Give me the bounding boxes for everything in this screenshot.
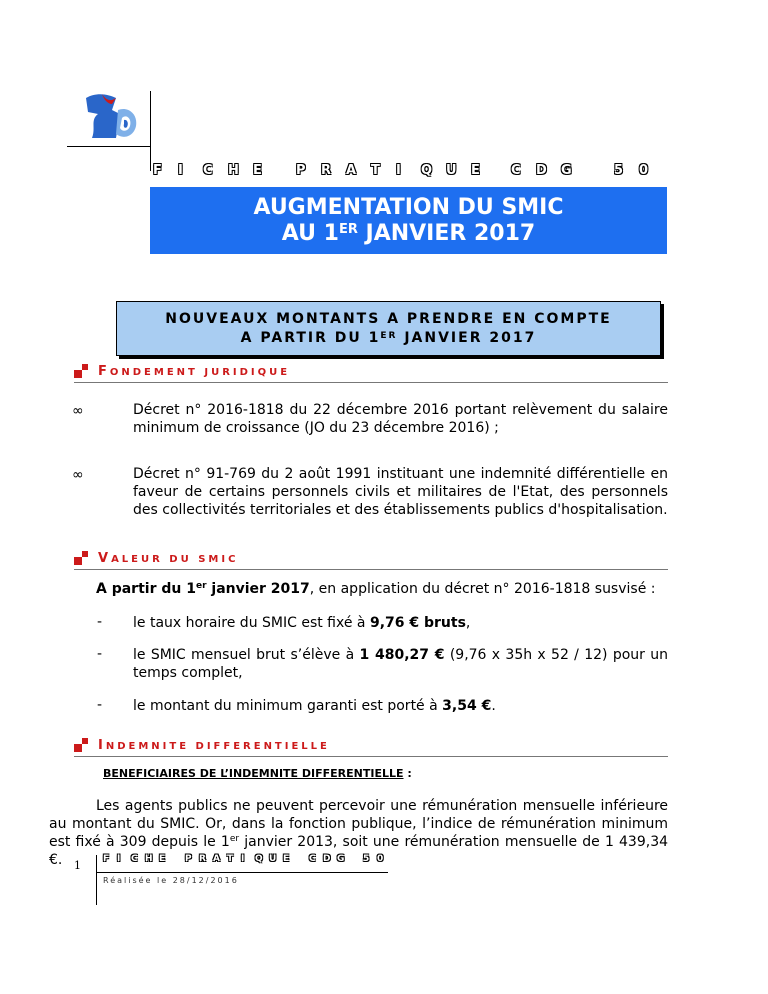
letter: 0	[639, 162, 649, 178]
subtitle-line-1: NOUVEAUX MONTANTS A PRENDRE EN COMPTE	[165, 311, 612, 327]
letter: I	[178, 162, 183, 178]
letter: P	[296, 162, 306, 178]
letter: C	[203, 162, 213, 178]
section-header-indemnite: INDEMNITE DIFFERENTIELLE	[74, 736, 668, 757]
header-vertical-rule	[150, 91, 151, 171]
indemnite-paragraph: Les agents publics ne peuvent percevoir une rémunération mensuelle inférieure au montant du SMIC. Or, dans la fonction publique, l’indice de rémunération minimum est fixé à 309 depuis le 1er janvier 2013, soit une rémunération mensuelle de 1 439,34 €.	[49, 798, 669, 868]
dash-bullet: -	[97, 697, 103, 713]
subtitle-line-2: A PARTIR DU 1ER JANVIER 2017	[240, 330, 537, 346]
letter: D	[536, 162, 547, 178]
footer-date: Réalisée le 28/12/2016	[103, 876, 239, 885]
section-header-valeur: VALEUR DU SMIC	[74, 549, 668, 570]
dash-bullet: -	[97, 646, 103, 662]
letter: U	[446, 162, 457, 178]
valeur-item-3: le montant du minimum garanti est porté à 3,54 €.	[133, 698, 496, 714]
footer-vertical-rule	[96, 855, 97, 905]
header-horizontal-rule	[67, 146, 150, 147]
dash-bullet: -	[97, 614, 103, 630]
letter: A	[346, 162, 357, 178]
subtitle-box	[116, 301, 661, 356]
title-line-2: AU 1ER JANVIER 2017	[281, 221, 536, 246]
letter: E	[253, 162, 262, 178]
letter: E	[471, 162, 480, 178]
letter: T	[371, 162, 380, 178]
letter: Q	[421, 162, 433, 178]
title-banner	[150, 187, 667, 254]
letter: C	[511, 162, 521, 178]
fiche-word	[153, 159, 278, 181]
cdg-number	[614, 159, 659, 181]
fondement-item-1: Décret n° 2016-1818 du 22 décembre 2016 portant relèvement du salaire minimum de croissance (JO du 23 décembre 2016) ;	[133, 402, 668, 436]
fondement-item-2: Décret n° 91-769 du 2 août 1991 instituant une indemnité différentielle en faveur de certains personnels civils et militaires de l'Etat, des personnels des collectivités territoriales et des établissements publics d'hospitalisation.	[133, 466, 668, 518]
infinity-bullet: ∞	[72, 467, 84, 483]
letter: I	[396, 162, 401, 178]
red-squares-icon	[74, 364, 88, 378]
valeur-item-1: le taux horaire du SMIC est fixé à 9,76 € bruts,	[133, 615, 471, 631]
valeur-intro: A partir du 1er janvier 2017, en application du décret n° 2016-1818 susvisé :	[96, 581, 656, 597]
beneficiaires-heading: BENEFICIAIRES DE L’INDEMNITE DIFFERENTIELLE :	[103, 767, 412, 780]
infinity-bullet: ∞	[72, 403, 84, 419]
letter: 5	[614, 162, 624, 178]
letter: H	[228, 162, 239, 178]
valeur-item-2: le SMIC mensuel brut s’élève à 1 480,27 € (9,76 x 35h x 52 / 12) pour un temps complet,	[133, 647, 668, 681]
cdg50-logo	[82, 88, 142, 144]
letter: R	[321, 162, 332, 178]
red-squares-icon	[74, 551, 88, 565]
cdg-word	[511, 159, 586, 181]
letter: G	[561, 162, 572, 178]
letter: F	[153, 162, 162, 178]
pratique-word	[296, 159, 496, 181]
section-header-fondement: FONDEMENT JURIDIQUE	[74, 362, 668, 383]
footer-horizontal-rule	[96, 872, 388, 873]
title-line-1: AUGMENTATION DU SMIC	[253, 195, 564, 220]
page-number: 1	[74, 859, 81, 872]
red-squares-icon	[74, 738, 88, 752]
footer-fiche-pratique: F I C H E P R A T I Q U E C D G 5 0	[103, 854, 384, 864]
